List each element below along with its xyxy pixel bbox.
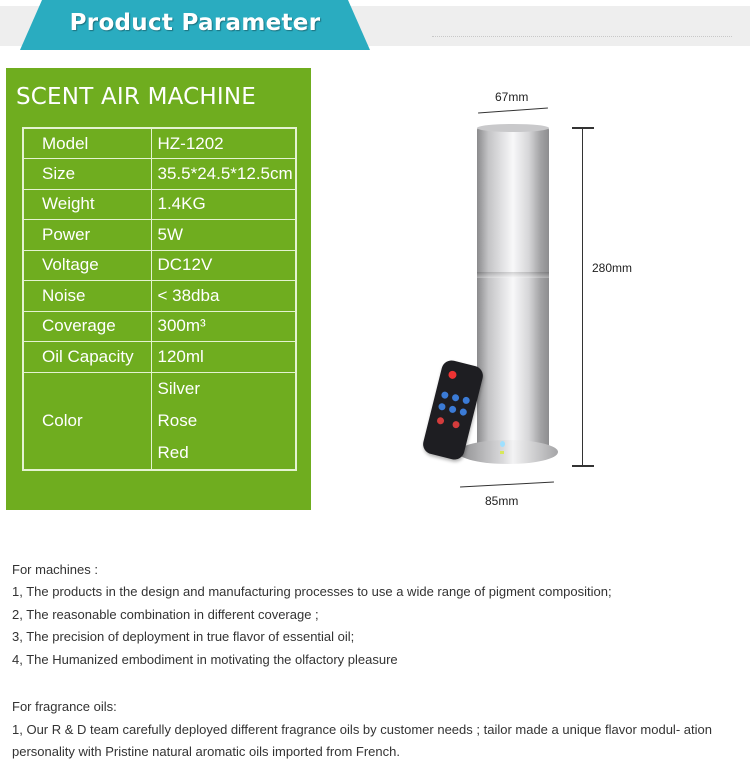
spec-value: < 38dba <box>151 281 296 312</box>
dimension-top-width: 67mm <box>495 90 529 104</box>
spec-value-colors <box>151 372 296 470</box>
remote-button <box>452 420 460 428</box>
spec-label: Model <box>23 128 151 159</box>
spec-label: Size <box>23 159 151 190</box>
spec-label: Noise <box>23 281 151 312</box>
table-row <box>23 159 296 190</box>
color-option: Silver <box>157 378 201 398</box>
oils-heading: For fragrance oils: <box>12 699 117 714</box>
table-row <box>23 372 296 470</box>
spec-value: 120ml <box>151 342 296 373</box>
spec-value: 1.4KG <box>151 189 296 220</box>
dimension-tick <box>572 127 594 129</box>
remote-button <box>448 405 456 413</box>
banner-dotted-rule <box>432 36 732 37</box>
table-row <box>23 311 296 342</box>
dimension-tick <box>572 465 594 467</box>
spec-value: 300m³ <box>151 311 296 342</box>
remote-power-button <box>448 370 458 380</box>
table-row <box>23 250 296 281</box>
spec-table <box>22 127 297 471</box>
indicator-light <box>500 451 504 454</box>
spec-value: DC12V <box>151 250 296 281</box>
spec-label: Voltage <box>23 250 151 281</box>
color-option: Red <box>157 442 189 462</box>
table-row <box>23 189 296 220</box>
dimension-base-width: 85mm <box>485 494 519 508</box>
list-item: 1, Our R & D team carefully deployed different fragrance oils by customer needs ; tailor made a unique flavor modul- ation personality with Pristine natural aromatic oils imported from French. <box>12 722 712 759</box>
spec-label-color: Color <box>23 372 151 470</box>
diffuser-base <box>458 440 558 464</box>
spec-label: Weight <box>23 189 151 220</box>
list-item: 2, The reasonable combination in different coverage ; <box>12 607 319 622</box>
remote-button <box>441 391 449 399</box>
machines-heading: For machines : <box>12 562 98 577</box>
dimension-line <box>478 108 548 114</box>
diffuser-seam <box>477 272 549 278</box>
table-row <box>23 342 296 373</box>
dimension-height: 280mm <box>592 261 633 275</box>
remote-button <box>436 417 444 425</box>
dimension-line <box>582 128 583 466</box>
remote-button <box>438 402 446 410</box>
diffuser-body <box>477 127 549 457</box>
spec-label: Oil Capacity <box>23 342 151 373</box>
list-item: 1, The products in the design and manufacturing processes to use a wide range of pigment composition; <box>12 584 612 599</box>
table-row <box>23 128 296 159</box>
list-item: 4, The Humanized embodiment in motivating the olfactory pleasure <box>12 652 398 667</box>
spec-title: SCENT AIR MACHINE <box>16 84 257 110</box>
remote-button <box>462 396 470 404</box>
table-row <box>23 281 296 312</box>
dimension-line <box>460 482 554 488</box>
spec-label: Power <box>23 220 151 251</box>
color-option: Rose <box>157 410 198 430</box>
spec-value: 5W <box>151 220 296 251</box>
spec-value: HZ-1202 <box>151 128 296 159</box>
remote-button <box>459 408 467 416</box>
remote-button <box>451 394 459 402</box>
list-item: 3, The precision of deployment in true flavor of essential oil; <box>12 629 355 644</box>
banner-title: Product Parameter <box>69 10 321 36</box>
diffuser-top <box>477 124 549 132</box>
spec-value: 35.5*24.5*12.5cm <box>151 159 296 190</box>
indicator-light <box>500 441 505 447</box>
spec-label: Coverage <box>23 311 151 342</box>
table-row <box>23 220 296 251</box>
